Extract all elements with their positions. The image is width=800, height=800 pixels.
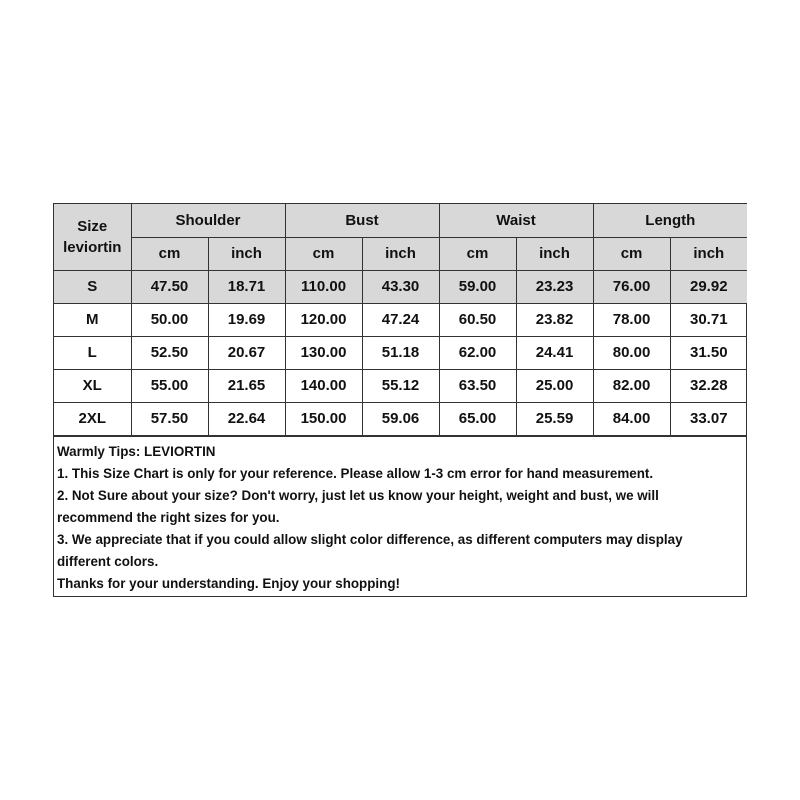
table-cell: 23.82: [516, 303, 593, 336]
unit-header: inch: [516, 237, 593, 270]
table-row: [54, 336, 747, 369]
unit-header: cm: [439, 237, 516, 270]
table-row: [54, 369, 747, 402]
table-cell: 150.00: [285, 402, 362, 435]
group-header-length: Length: [593, 204, 747, 237]
tip-line: 2. Not Sure about your size? Don't worry, just let us know your height, weight and bust, we will: [57, 487, 659, 503]
size-label: 2XL: [54, 402, 131, 435]
table-row: [54, 402, 747, 435]
size-corner-header: [54, 204, 131, 270]
table-cell: 82.00: [593, 369, 670, 402]
header-row-groups: [54, 204, 747, 237]
table-cell: 140.00: [285, 369, 362, 402]
unit-header: cm: [593, 237, 670, 270]
table-cell: 19.69: [208, 303, 285, 336]
size-label: M: [54, 303, 131, 336]
table-cell: 21.65: [208, 369, 285, 402]
table-cell: 47.24: [362, 303, 439, 336]
size-label: S: [54, 270, 131, 303]
table-cell: 62.00: [439, 336, 516, 369]
table-cell: 120.00: [285, 303, 362, 336]
corner-label-line1: Size: [77, 217, 108, 235]
table-cell: 52.50: [131, 336, 208, 369]
table-cell: 30.71: [670, 303, 747, 336]
unit-header: inch: [208, 237, 285, 270]
tips-heading: Warmly Tips: LEVIORTIN: [57, 443, 216, 459]
table-cell: 25.59: [516, 402, 593, 435]
table-cell: 22.64: [208, 402, 285, 435]
tip-line: 3. We appreciate that if you could allow slight color difference, as different computers may display: [57, 531, 683, 547]
table-cell: 80.00: [593, 336, 670, 369]
table-cell: 47.50: [131, 270, 208, 303]
table-cell: 43.30: [362, 270, 439, 303]
size-table: [54, 204, 747, 436]
table-cell: 78.00: [593, 303, 670, 336]
table-cell: 57.50: [131, 402, 208, 435]
table-row: [54, 303, 747, 336]
table-cell: 60.50: [439, 303, 516, 336]
table-cell: 110.00: [285, 270, 362, 303]
table-cell: 32.28: [670, 369, 747, 402]
unit-header: cm: [285, 237, 362, 270]
table-cell: 20.67: [208, 336, 285, 369]
table-cell: 29.92: [670, 270, 747, 303]
table-cell: 25.00: [516, 369, 593, 402]
table-cell: 33.07: [670, 402, 747, 435]
table-cell: 18.71: [208, 270, 285, 303]
corner-label-line2: leviortin: [63, 238, 122, 256]
size-chart: [53, 203, 747, 597]
table-cell: 63.50: [439, 369, 516, 402]
table-cell: 59.00: [439, 270, 516, 303]
size-label: L: [54, 336, 131, 369]
size-label: XL: [54, 369, 131, 402]
unit-header: cm: [131, 237, 208, 270]
tips-closing: Thanks for your understanding. Enjoy your shopping!: [57, 575, 400, 591]
table-row: [54, 270, 747, 303]
table-cell: 55.12: [362, 369, 439, 402]
group-header-bust: Bust: [285, 204, 439, 237]
unit-header: inch: [670, 237, 747, 270]
table-cell: 55.00: [131, 369, 208, 402]
tip-line: different colors.: [57, 553, 159, 569]
table-cell: 31.50: [670, 336, 747, 369]
table-cell: 23.23: [516, 270, 593, 303]
group-header-shoulder: Shoulder: [131, 204, 285, 237]
table-cell: 130.00: [285, 336, 362, 369]
table-cell: 65.00: [439, 402, 516, 435]
header-row-units: [54, 237, 747, 270]
table-cell: 24.41: [516, 336, 593, 369]
table-cell: 51.18: [362, 336, 439, 369]
warmly-tips: [54, 436, 746, 599]
table-cell: 84.00: [593, 402, 670, 435]
tip-line: 1. This Size Chart is only for your reference. Please allow 1-3 cm error for hand measurement.: [57, 465, 654, 481]
table-cell: 76.00: [593, 270, 670, 303]
table-cell: 59.06: [362, 402, 439, 435]
group-header-waist: Waist: [439, 204, 593, 237]
unit-header: inch: [362, 237, 439, 270]
table-cell: 50.00: [131, 303, 208, 336]
tip-line: recommend the right sizes for you.: [57, 509, 280, 525]
